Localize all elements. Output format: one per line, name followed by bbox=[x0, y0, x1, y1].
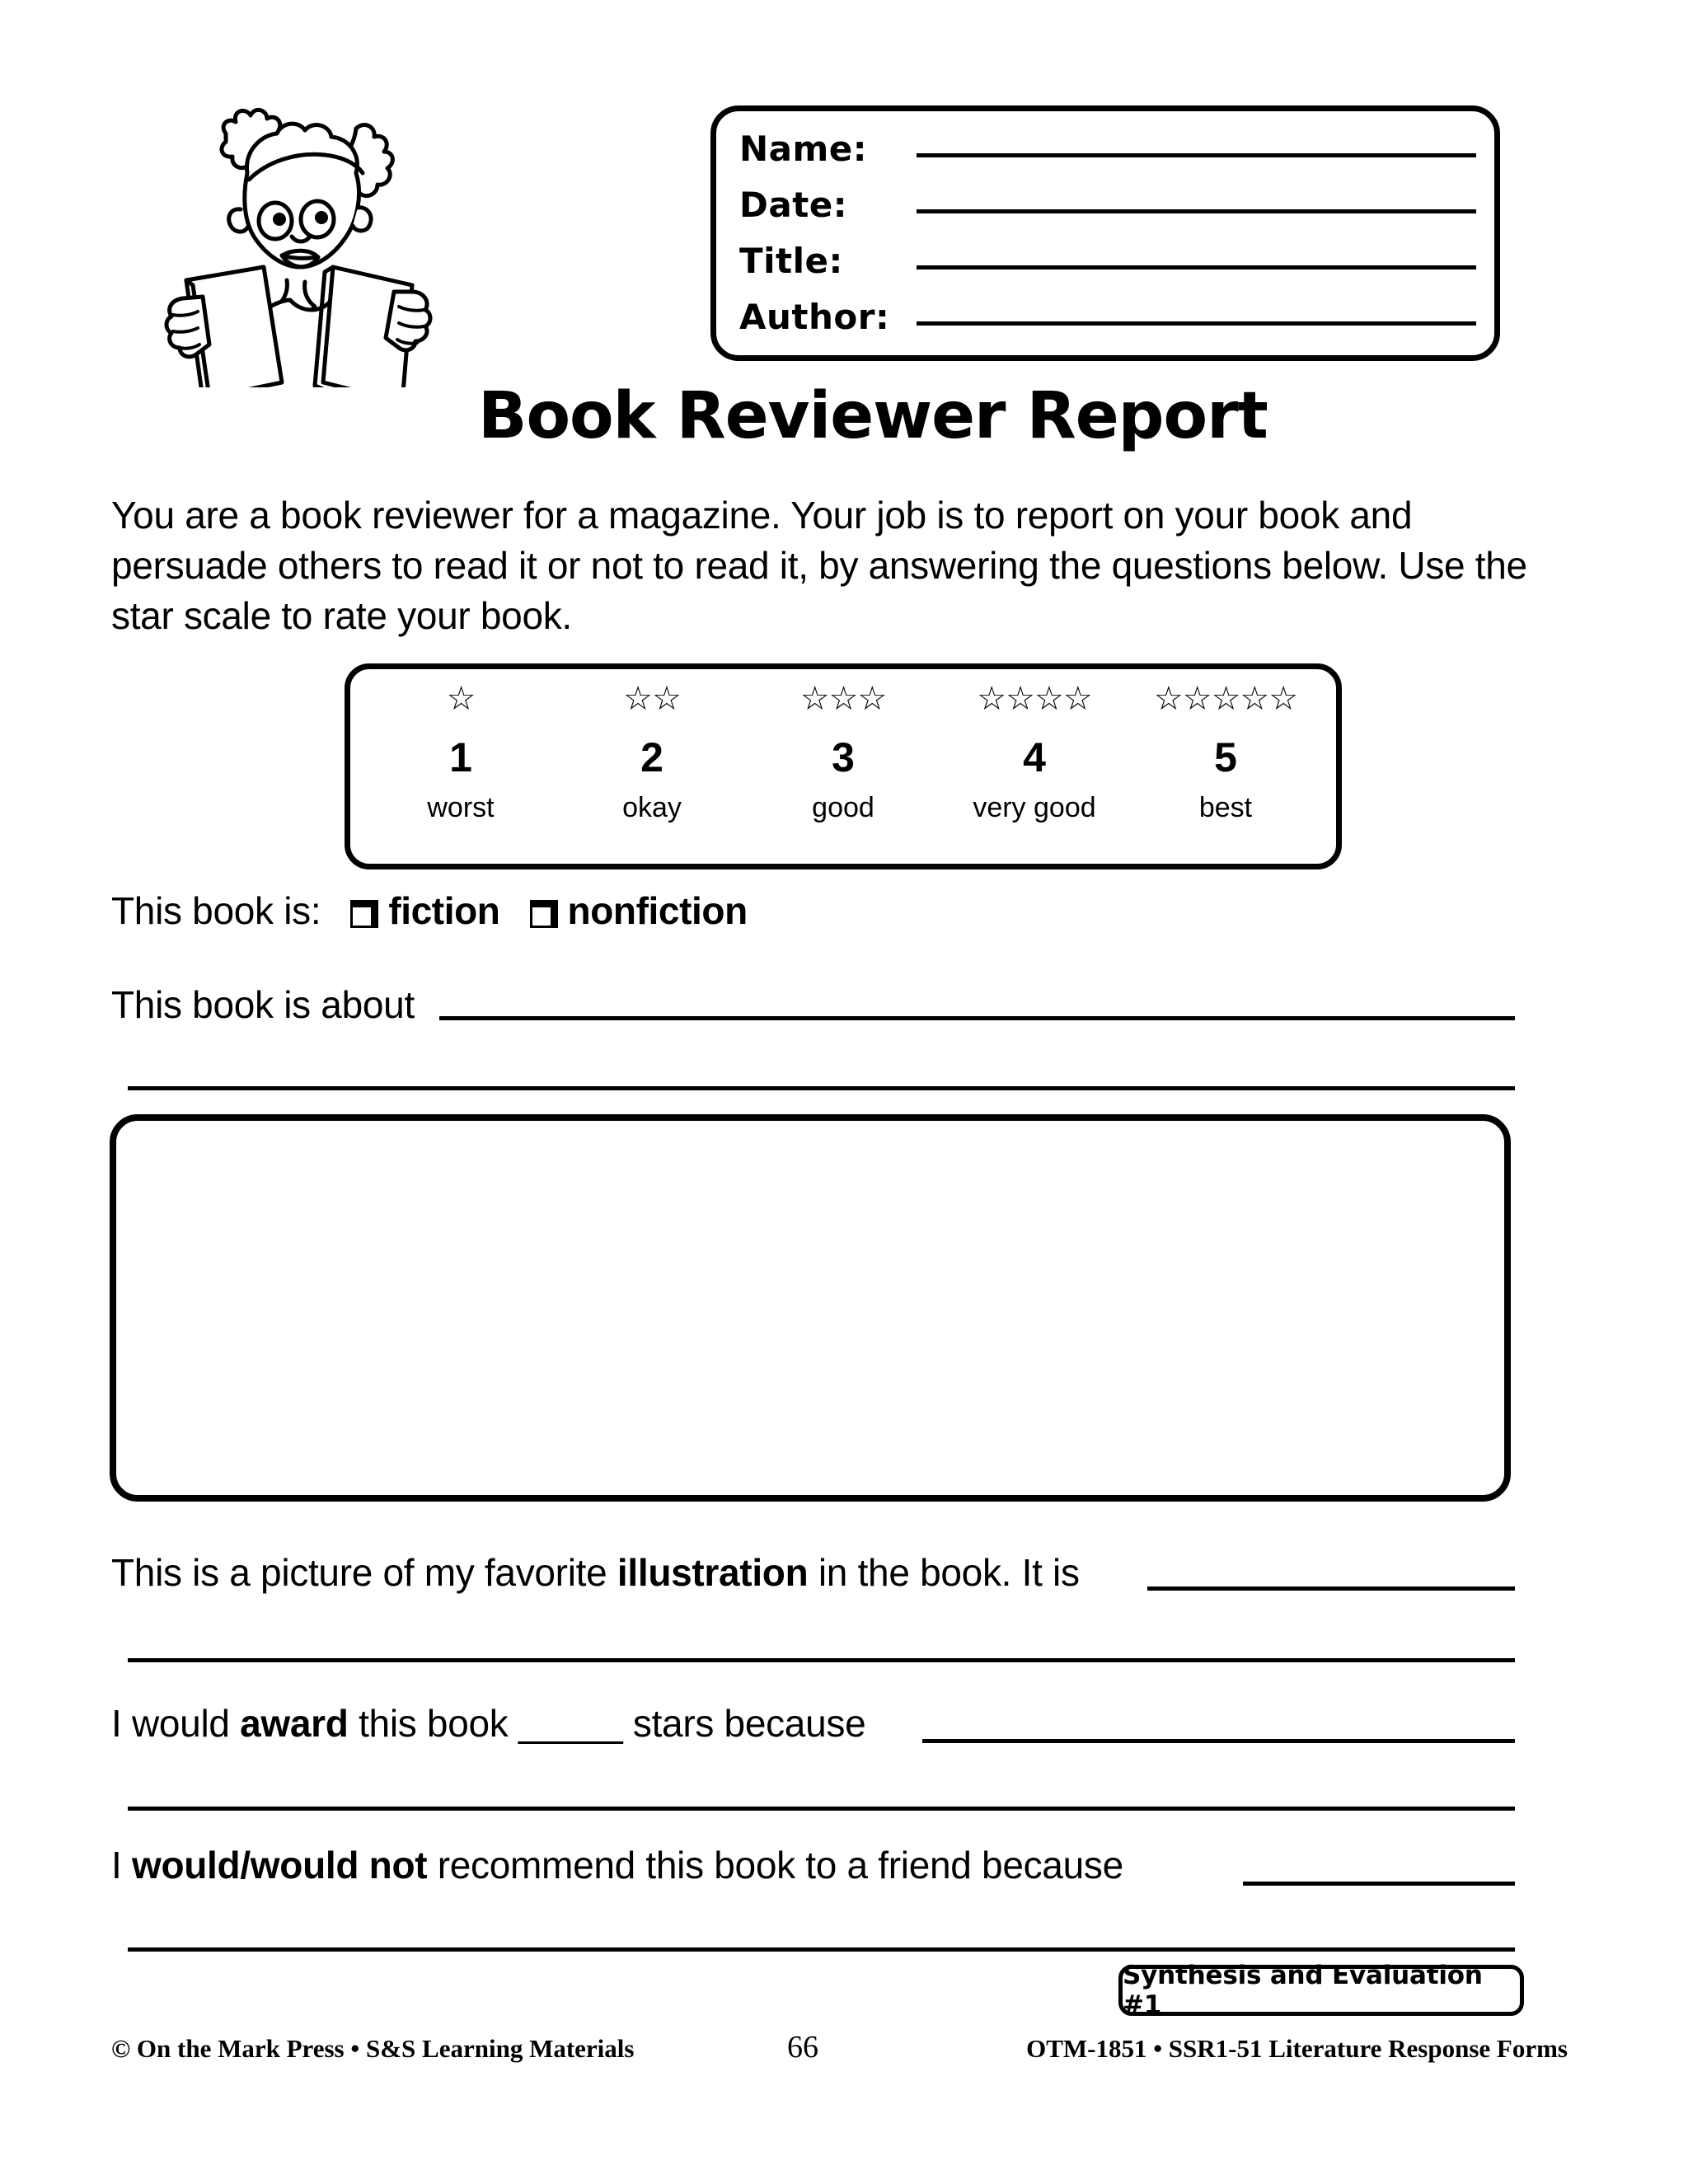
label-fiction[interactable]: fiction bbox=[388, 889, 500, 932]
field-title-label: Title: bbox=[739, 241, 843, 281]
field-date-input[interactable] bbox=[917, 209, 1476, 213]
scale-item-3 bbox=[748, 682, 939, 825]
scale-item-2 bbox=[556, 682, 748, 825]
illustration-text-post: in the book. It is bbox=[808, 1551, 1080, 1594]
star-icon-group-1: ☆ bbox=[446, 680, 476, 718]
star-icon-group-3: ☆☆☆ bbox=[799, 680, 887, 718]
recommend-text-pre: I bbox=[111, 1844, 132, 1886]
field-author bbox=[739, 297, 1476, 337]
field-name-label: Name: bbox=[739, 129, 868, 169]
field-name-input[interactable] bbox=[917, 153, 1476, 157]
girl-reading-book-icon bbox=[150, 74, 447, 387]
scale-item-4 bbox=[939, 682, 1130, 825]
scale-word-1: worst bbox=[427, 792, 495, 823]
star-icon-group-4: ☆☆☆☆ bbox=[977, 680, 1092, 718]
award-answer-line-2[interactable] bbox=[128, 1807, 1515, 1811]
scale-number-1: 1 bbox=[449, 734, 472, 780]
recommend-text-bold: would/would not bbox=[131, 1844, 428, 1886]
scale-word-3: good bbox=[812, 792, 874, 823]
book-type-row bbox=[111, 888, 748, 933]
checkbox-nonfiction[interactable] bbox=[530, 900, 558, 928]
footer-copyright: © On the Mark Press • S&S Learning Materials bbox=[111, 2034, 635, 2063]
scale-number-2: 2 bbox=[640, 734, 663, 780]
recommend-text-post: recommend this book to a friend because bbox=[427, 1844, 1123, 1886]
student-info-box bbox=[710, 105, 1500, 361]
scale-number-4: 4 bbox=[1023, 734, 1046, 780]
about-answer-line-2[interactable] bbox=[128, 1086, 1515, 1090]
scale-word-4: very good bbox=[973, 792, 1096, 823]
scale-item-5 bbox=[1130, 682, 1321, 825]
field-author-input[interactable] bbox=[917, 321, 1476, 326]
scale-number-3: 3 bbox=[832, 734, 855, 780]
star-icon-group-5: ☆☆☆☆☆ bbox=[1153, 680, 1298, 718]
question-about-label: This book is about bbox=[111, 983, 415, 1026]
award-answer-line-1[interactable] bbox=[922, 1739, 1515, 1743]
illustration-drawing-box[interactable] bbox=[110, 1114, 1511, 1502]
field-author-label: Author: bbox=[739, 297, 890, 337]
question-award-label bbox=[111, 1702, 866, 1745]
question-recommend-label bbox=[111, 1846, 1123, 1884]
star-icon-group-2: ☆☆ bbox=[623, 680, 681, 718]
checkbox-fiction[interactable] bbox=[350, 900, 378, 928]
page-title: Book Reviewer Report bbox=[478, 379, 1268, 453]
status-badge: Synthesis and Evaluation #1 bbox=[1118, 1965, 1524, 2016]
illustration-text-pre: This is a picture of my favorite bbox=[111, 1551, 617, 1594]
book-type-label: This book is: bbox=[111, 889, 321, 932]
about-answer-line-1[interactable] bbox=[439, 1016, 1515, 1020]
question-illustration-label bbox=[111, 1551, 1080, 1594]
field-date bbox=[739, 185, 1476, 225]
star-rating-scale bbox=[345, 663, 1342, 869]
scale-item-1 bbox=[365, 682, 556, 825]
award-stars-blank[interactable]: _____ bbox=[518, 1702, 623, 1745]
scale-word-2: okay bbox=[622, 792, 682, 823]
label-nonfiction[interactable]: nonfiction bbox=[567, 889, 748, 932]
award-text-mid: this book bbox=[348, 1702, 518, 1745]
illustration-answer-line-1[interactable] bbox=[1147, 1586, 1515, 1591]
field-title-input[interactable] bbox=[917, 265, 1476, 269]
field-title bbox=[739, 241, 1476, 281]
illustration-answer-line-2[interactable] bbox=[128, 1658, 1515, 1662]
scale-number-5: 5 bbox=[1214, 734, 1237, 780]
illustration-text-bold: illustration bbox=[617, 1551, 809, 1594]
field-name bbox=[739, 129, 1476, 169]
field-date-label: Date: bbox=[739, 185, 848, 225]
scale-word-5: best bbox=[1198, 792, 1253, 823]
recommend-answer-line-2[interactable] bbox=[128, 1947, 1515, 1952]
footer-page-number: 66 bbox=[787, 2030, 818, 2064]
footer-product-code: OTM-1851 • SSR1-51 Literature Response Forms bbox=[1026, 2034, 1568, 2063]
instructions-paragraph: You are a book reviewer for a magazine. Your job is to report on your book and persuade others to read it or not to read it, by answering the questions below. Use the star scale to rate your book. bbox=[111, 494, 1527, 638]
award-text-pre: I would bbox=[111, 1702, 241, 1745]
award-text-post: stars because bbox=[622, 1702, 866, 1745]
recommend-answer-line-1[interactable] bbox=[1243, 1882, 1515, 1886]
award-text-bold: award bbox=[240, 1702, 349, 1745]
